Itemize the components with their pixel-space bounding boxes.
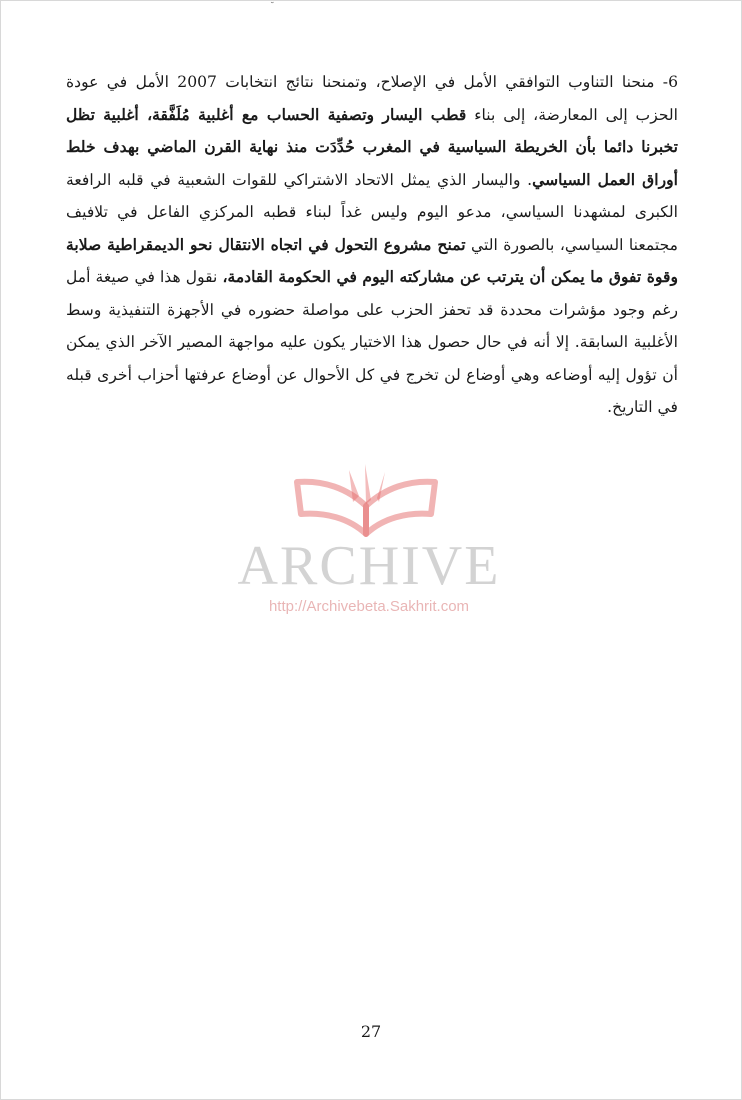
scan-mark: ˘ [270, 2, 275, 12]
text-run: نقول هذا في صيغة أمل رغم وجود مؤشرات محددة قد تحفز الحزب على مواصلة حضوره في الأجهزة التنفيذية وسط الأغلبية السابقة. إلا أنه في حال حصول هذا الاختيار يكون عليه مواجهة المصير الآخر الذي يمكن أن تؤول إليه أوضاعه وهي أوضاع لن تخرج في كل الأحوال عن أوضاع عرفتها أحزاب أخرى قبله في التاريخ. [66, 268, 678, 416]
text-run: . واليسار الذي يمثل الاتحاد الاشتراكي للقوات الشعبية في قلبه الرافعة الكبرى لمشهدنا السياسي، مدعو اليوم وليس غداً لبناء قطبه المركزي الفاعل في تلافيف مجتمعنا السياسي، بالصورة التي [66, 170, 678, 254]
watermark-url: http://Archivebeta.Sakhrit.com [268, 598, 470, 615]
watermark-title: ARCHIVE [237, 535, 501, 597]
text-run: 6- منحنا التناوب التوافقي الأمل في الإصلاح، وتمنحنا نتائج انتخابات 2007 الأمل في عودة الحزب إلى المعارضة، إلى بناء [66, 73, 678, 124]
bold-text-run: تمنح مشروع التحول في اتجاه الانتقال نحو الديمقراطية صلابة وقوة تفوق ما يمكن أن يترتب عن مشاركته اليوم في الحكومة القادمة، [66, 234, 678, 286]
bold-text-run: قطب اليسار وتصفية الحساب مع أغلبية مُلَفَّقة، أغلبية تظل تخبرنا دائما بأن الخريطة السياسية في المغرب حُدِّدَت منذ نهاية القرن الماضي بهدف خلط أوراق العمل السياسي [66, 104, 678, 189]
page-number: 27 [360, 1022, 382, 1041]
article-body [66, 66, 678, 424]
paragraph [66, 66, 678, 424]
